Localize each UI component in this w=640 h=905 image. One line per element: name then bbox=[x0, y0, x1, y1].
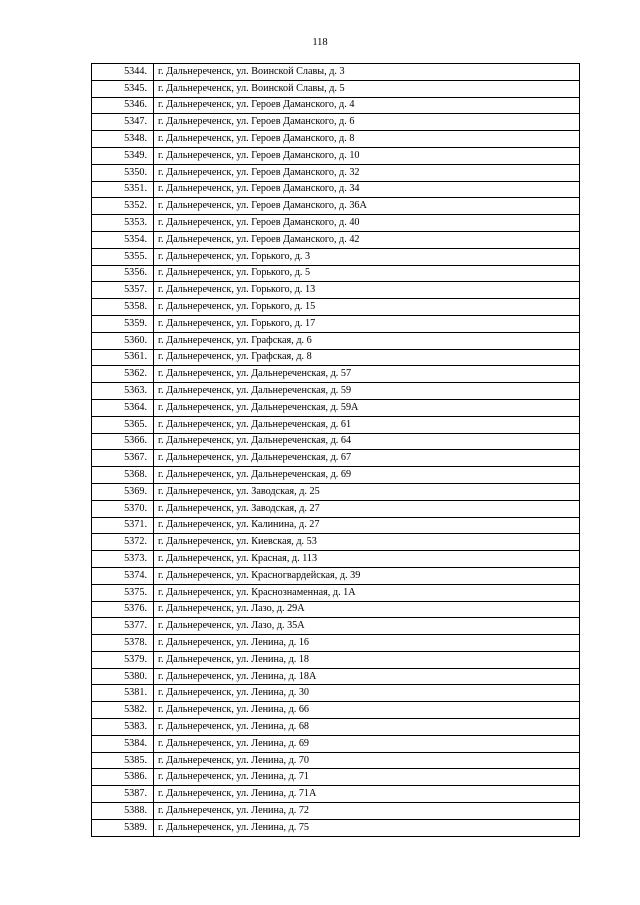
table-row bbox=[92, 282, 580, 299]
table-row bbox=[92, 567, 580, 584]
table-row bbox=[92, 332, 580, 349]
row-address: г. Дальнереченск, ул. Графская, д. 8 bbox=[154, 349, 580, 366]
row-address: г. Дальнереченск, ул. Дальнереченская, д. 59А bbox=[154, 399, 580, 416]
row-address: г. Дальнереченск, ул. Графская, д. 6 bbox=[154, 332, 580, 349]
row-address: г. Дальнереченск, ул. Ленина, д. 66 bbox=[154, 702, 580, 719]
row-address: г. Дальнереченск, ул. Ленина, д. 18А bbox=[154, 668, 580, 685]
row-number: 5380. bbox=[92, 668, 154, 685]
row-address: г. Дальнереченск, ул. Ленина, д. 68 bbox=[154, 719, 580, 736]
row-number: 5379. bbox=[92, 651, 154, 668]
table-row bbox=[92, 752, 580, 769]
table-row bbox=[92, 483, 580, 500]
table-row bbox=[92, 231, 580, 248]
table-row bbox=[92, 719, 580, 736]
table-row bbox=[92, 131, 580, 148]
row-number: 5361. bbox=[92, 349, 154, 366]
table-row bbox=[92, 416, 580, 433]
row-address: г. Дальнереченск, ул. Лазо, д. 29А bbox=[154, 601, 580, 618]
row-number: 5369. bbox=[92, 483, 154, 500]
table-row bbox=[92, 769, 580, 786]
table-row bbox=[92, 702, 580, 719]
row-number: 5389. bbox=[92, 819, 154, 836]
row-address: г. Дальнереченск, ул. Героев Даманского, д. 40 bbox=[154, 215, 580, 232]
row-number: 5384. bbox=[92, 735, 154, 752]
table-row bbox=[92, 181, 580, 198]
table-row bbox=[92, 265, 580, 282]
row-address: г. Дальнереченск, ул. Ленина, д. 72 bbox=[154, 803, 580, 820]
row-number: 5373. bbox=[92, 551, 154, 568]
row-number: 5371. bbox=[92, 517, 154, 534]
row-address: г. Дальнереченск, ул. Дальнереченская, д. 59 bbox=[154, 383, 580, 400]
row-address: г. Дальнереченск, ул. Заводская, д. 27 bbox=[154, 500, 580, 517]
row-number: 5372. bbox=[92, 534, 154, 551]
table-row bbox=[92, 433, 580, 450]
row-address: г. Дальнереченск, ул. Горького, д. 3 bbox=[154, 248, 580, 265]
table-row bbox=[92, 786, 580, 803]
row-address: г. Дальнереченск, ул. Ленина, д. 16 bbox=[154, 635, 580, 652]
row-address: г. Дальнереченск, ул. Горького, д. 17 bbox=[154, 315, 580, 332]
address-table-body bbox=[92, 64, 580, 837]
row-number: 5344. bbox=[92, 64, 154, 81]
row-number: 5348. bbox=[92, 131, 154, 148]
row-number: 5360. bbox=[92, 332, 154, 349]
row-number: 5381. bbox=[92, 685, 154, 702]
row-address: г. Дальнереченск, ул. Ленина, д. 69 bbox=[154, 735, 580, 752]
row-number: 5349. bbox=[92, 147, 154, 164]
table-row bbox=[92, 64, 580, 81]
row-address: г. Дальнереченск, ул. Красногвардейская, д. 39 bbox=[154, 567, 580, 584]
row-number: 5370. bbox=[92, 500, 154, 517]
row-address: г. Дальнереченск, ул. Калинина, д. 27 bbox=[154, 517, 580, 534]
row-number: 5359. bbox=[92, 315, 154, 332]
row-address: г. Дальнереченск, ул. Ленина, д. 75 bbox=[154, 819, 580, 836]
row-address: г. Дальнереченск, ул. Героев Даманского, д. 34 bbox=[154, 181, 580, 198]
table-row bbox=[92, 584, 580, 601]
row-number: 5362. bbox=[92, 366, 154, 383]
row-number: 5365. bbox=[92, 416, 154, 433]
row-address: г. Дальнереченск, ул. Горького, д. 15 bbox=[154, 299, 580, 316]
row-number: 5375. bbox=[92, 584, 154, 601]
row-address: г. Дальнереченск, ул. Героев Даманского, д. 42 bbox=[154, 231, 580, 248]
table-row bbox=[92, 114, 580, 131]
table-row bbox=[92, 198, 580, 215]
row-number: 5352. bbox=[92, 198, 154, 215]
row-number: 5364. bbox=[92, 399, 154, 416]
row-number: 5378. bbox=[92, 635, 154, 652]
row-address: г. Дальнереченск, ул. Героев Даманского, д. 36А bbox=[154, 198, 580, 215]
row-address: г. Дальнереченск, ул. Дальнереченская, д. 67 bbox=[154, 450, 580, 467]
row-number: 5351. bbox=[92, 181, 154, 198]
row-address: г. Дальнереченск, ул. Горького, д. 5 bbox=[154, 265, 580, 282]
row-address: г. Дальнереченск, ул. Воинской Славы, д. 5 bbox=[154, 80, 580, 97]
table-row bbox=[92, 601, 580, 618]
row-number: 5367. bbox=[92, 450, 154, 467]
row-address: г. Дальнереченск, ул. Заводская, д. 25 bbox=[154, 483, 580, 500]
table-row bbox=[92, 147, 580, 164]
table-row bbox=[92, 803, 580, 820]
row-address: г. Дальнереченск, ул. Ленина, д. 71А bbox=[154, 786, 580, 803]
row-address: г. Дальнереченск, ул. Красная, д. 113 bbox=[154, 551, 580, 568]
table-row bbox=[92, 467, 580, 484]
row-address: г. Дальнереченск, ул. Ленина, д. 30 bbox=[154, 685, 580, 702]
row-address: г. Дальнереченск, ул. Горького, д. 13 bbox=[154, 282, 580, 299]
row-number: 5346. bbox=[92, 97, 154, 114]
row-number: 5355. bbox=[92, 248, 154, 265]
row-number: 5347. bbox=[92, 114, 154, 131]
table-row bbox=[92, 383, 580, 400]
row-number: 5385. bbox=[92, 752, 154, 769]
table-row bbox=[92, 450, 580, 467]
row-number: 5366. bbox=[92, 433, 154, 450]
table-row bbox=[92, 366, 580, 383]
row-number: 5382. bbox=[92, 702, 154, 719]
row-number: 5345. bbox=[92, 80, 154, 97]
row-address: г. Дальнереченск, ул. Ленина, д. 18 bbox=[154, 651, 580, 668]
table-row bbox=[92, 80, 580, 97]
table-row bbox=[92, 651, 580, 668]
row-number: 5357. bbox=[92, 282, 154, 299]
row-number: 5386. bbox=[92, 769, 154, 786]
row-address: г. Дальнереченск, ул. Краснознаменная, д. 1А bbox=[154, 584, 580, 601]
row-address: г. Дальнереченск, ул. Дальнереченская, д. 64 bbox=[154, 433, 580, 450]
table-row bbox=[92, 164, 580, 181]
table-row bbox=[92, 534, 580, 551]
table-row bbox=[92, 315, 580, 332]
row-number: 5376. bbox=[92, 601, 154, 618]
row-address: г. Дальнереченск, ул. Героев Даманского, д. 8 bbox=[154, 131, 580, 148]
row-address: г. Дальнереченск, ул. Героев Даманского, д. 32 bbox=[154, 164, 580, 181]
row-number: 5358. bbox=[92, 299, 154, 316]
table-row bbox=[92, 668, 580, 685]
row-number: 5363. bbox=[92, 383, 154, 400]
row-address: г. Дальнереченск, ул. Дальнереченская, д. 69 bbox=[154, 467, 580, 484]
table-row bbox=[92, 399, 580, 416]
table-row bbox=[92, 500, 580, 517]
row-address: г. Дальнереченск, ул. Ленина, д. 70 bbox=[154, 752, 580, 769]
table-row bbox=[92, 349, 580, 366]
row-number: 5388. bbox=[92, 803, 154, 820]
row-address: г. Дальнереченск, ул. Киевская, д. 53 bbox=[154, 534, 580, 551]
row-number: 5387. bbox=[92, 786, 154, 803]
table-row bbox=[92, 517, 580, 534]
row-number: 5383. bbox=[92, 719, 154, 736]
row-address: г. Дальнереченск, ул. Дальнереченская, д. 57 bbox=[154, 366, 580, 383]
row-address: г. Дальнереченск, ул. Героев Даманского, д. 6 bbox=[154, 114, 580, 131]
row-address: г. Дальнереченск, ул. Лазо, д. 35А bbox=[154, 618, 580, 635]
table-row bbox=[92, 551, 580, 568]
table-row bbox=[92, 248, 580, 265]
table-row bbox=[92, 819, 580, 836]
table-row bbox=[92, 215, 580, 232]
row-address: г. Дальнереченск, ул. Героев Даманского, д. 10 bbox=[154, 147, 580, 164]
table-row bbox=[92, 635, 580, 652]
address-table bbox=[91, 63, 580, 837]
row-number: 5368. bbox=[92, 467, 154, 484]
table-row bbox=[92, 735, 580, 752]
row-address: г. Дальнереченск, ул. Воинской Славы, д. 3 bbox=[154, 64, 580, 81]
row-number: 5374. bbox=[92, 567, 154, 584]
row-number: 5356. bbox=[92, 265, 154, 282]
row-address: г. Дальнереченск, ул. Дальнереченская, д. 61 bbox=[154, 416, 580, 433]
table-row bbox=[92, 97, 580, 114]
page-number: 118 bbox=[312, 37, 328, 48]
row-number: 5350. bbox=[92, 164, 154, 181]
row-number: 5354. bbox=[92, 231, 154, 248]
row-number: 5377. bbox=[92, 618, 154, 635]
table-row bbox=[92, 299, 580, 316]
row-address: г. Дальнереченск, ул. Героев Даманского, д. 4 bbox=[154, 97, 580, 114]
table-row bbox=[92, 685, 580, 702]
table-row bbox=[92, 618, 580, 635]
row-number: 5353. bbox=[92, 215, 154, 232]
row-address: г. Дальнереченск, ул. Ленина, д. 71 bbox=[154, 769, 580, 786]
